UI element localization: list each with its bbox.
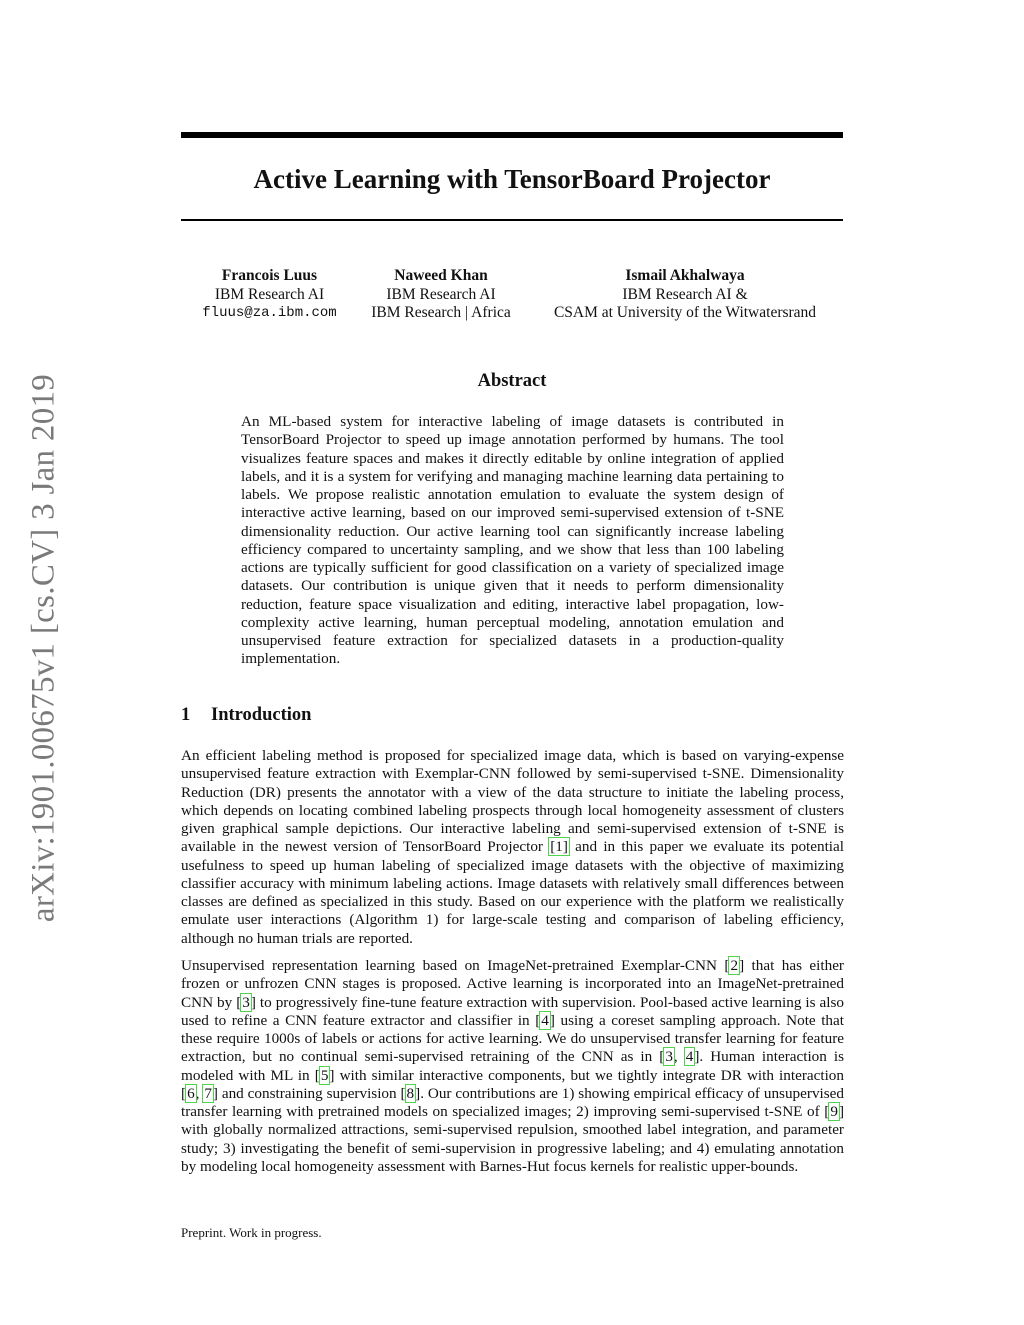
paragraph-text: ,	[195, 1084, 204, 1102]
paragraph-text: An efficient labeling method is proposed for specialized image data, which is based on varying-expense unsupervised feature extraction with Exemplar-CNN followed by semi-supervised t-SNE. Dimensionality Reduction (DR) presents the annotator with a view of the data structure to initiate the labeling process, which depends on locating combined labeling prospects through local homogeneity assessment of clusters given graphical sample depictions. Our interactive labeling and semi-supervised extension of t-SNE is available in the newest version of TensorBoard Projector	[181, 747, 844, 856]
paragraph-text: ] with globally normalized attractions, semi-supervised repulsion, smoothed label integration, and parameter study; 3) investigating the benefit of semi-supervision in progressive labeling; and 4) emulating annotation by modeling local homogeneity assessment with Barnes-Hut focus kernels for realistic upper-bounds.	[181, 1103, 844, 1175]
citation-link[interactable]: 5	[320, 1066, 329, 1084]
author-name: Ismail Akhalwaya	[625, 267, 745, 284]
author-affiliation: IBM Research | Africa	[371, 304, 511, 321]
author-block	[538, 267, 832, 323]
citation-link[interactable]: 6	[187, 1084, 195, 1102]
author-affiliation: IBM Research AI &	[622, 285, 748, 303]
paragraph-text: ] to progressively fine-tune feature extraction with supervision. Pool-based active learning is also used to refine a CNN feature extractor and classifier in [	[181, 993, 844, 1029]
citation-link[interactable]: 2	[730, 957, 739, 974]
author-block	[361, 267, 521, 323]
paragraph-text: and in this paper we evaluate its potential usefulness to speed up human labeling of specialized image datasets with the objective of maximizing classifier accuracy with minimum labeling actions. Image datasets with relatively small differences between classes are defined as specialized in this study. Based on our experience with the platform we realistically emulate user interactions (Algorithm 1) for large-scale testing and comparison of labeling efficiency, although no human trials are reported.	[181, 838, 844, 947]
citation-link[interactable]: 4	[685, 1048, 694, 1066]
title-bottom-rule	[181, 219, 843, 221]
author-affiliation: CSAM at University of the Witwatersrand	[553, 304, 817, 321]
paragraph-text: Unsupervised representation learning based on ImageNet-pretrained Exemplar-CNN [	[181, 957, 730, 974]
citation-link[interactable]: 3	[665, 1048, 673, 1066]
section-number: 1	[181, 705, 191, 725]
paper-title: Active Learning with TensorBoard Projector	[253, 164, 771, 194]
abstract-heading: Abstract	[477, 371, 547, 391]
citation-link[interactable]: 3	[242, 993, 250, 1011]
paragraph-text: ]. Human interaction is modeled with ML in [	[181, 1048, 845, 1084]
author-email[interactable]: fluus@za.ibm.com	[202, 305, 337, 321]
title-top-rule	[181, 132, 843, 138]
intro-paragraph-1	[181, 747, 844, 948]
citation-link[interactable]: 4	[541, 1011, 549, 1029]
citation-link[interactable]: 8	[406, 1084, 415, 1102]
intro-paragraph-2	[181, 957, 844, 1176]
author-name: Francois Luus	[221, 267, 318, 284]
author-affiliation: IBM Research AI	[386, 285, 496, 303]
paragraph-text: ,	[673, 1048, 685, 1066]
author-name: Naweed Khan	[394, 267, 488, 284]
abstract-text: An ML-based system for interactive labeling of image datasets is contributed in TensorBoard Projector to speed up image annotation performed by humans. The tool visualizes feature spaces and makes it directly editable by online integration of applied labels, and it is a system for verifying and managing machine learning data pertaining to labels. We propose realistic annotation emulation to evaluate the system design of interactive active learning, based on our improved semi-supervised extension of t-SNE dimensionality reduction. Our active learning tool can significantly increase labeling efficiency compared to uncertainty sampling, and we show that less than 100 labeling actions are typically sufficient for good classification on a variety of specialized image datasets. Our contribution is unique given that it needs to perform dimensionality reduction, feature space visualization and editing, interactive label propagation, low-complexity active learning, human perceptual modeling, annotation emulation and unsupervised feature extraction for specialized datasets in a production-quality implementation.	[241, 413, 784, 668]
footer-note: Preprint. Work in progress.	[181, 1225, 322, 1240]
paragraph-text: ] and constraining supervision [	[212, 1084, 406, 1102]
section-heading-introduction	[181, 704, 311, 726]
paragraph-text: ] with similar interactive components, but we tightly integrate DR with interaction [	[181, 1066, 844, 1102]
citation-link[interactable]: [1]	[550, 838, 568, 856]
arxiv-identifier-stamp[interactable]: arXiv:1901.00675v1 [cs.CV] 3 Jan 2019	[25, 373, 62, 923]
citation-link[interactable]: 9	[830, 1103, 838, 1120]
citation-link[interactable]: 7	[204, 1084, 212, 1102]
paragraph-text: ]. Our contributions are 1) showing empirical efficacy of unsupervised transfer learning with pretrained models on specialized images; 2) improving semi-supervised t-SNE of [	[181, 1084, 844, 1120]
author-block	[192, 267, 347, 323]
section-title: Introduction	[211, 705, 312, 725]
paragraph-text: ] that has either frozen or unfrozen CNN stages is proposed. Active learning is incorporated into an ImageNet-pretrained CNN by [	[181, 957, 844, 1011]
paragraph-text: ] using a coreset sampling approach. Note that these require 1000s of labels or actions for active learning. We do unsupervised transfer learning for feature extraction, but no continual semi-supervised retraining of the CNN as in [	[181, 1011, 844, 1066]
author-affiliation: IBM Research AI	[214, 285, 325, 303]
